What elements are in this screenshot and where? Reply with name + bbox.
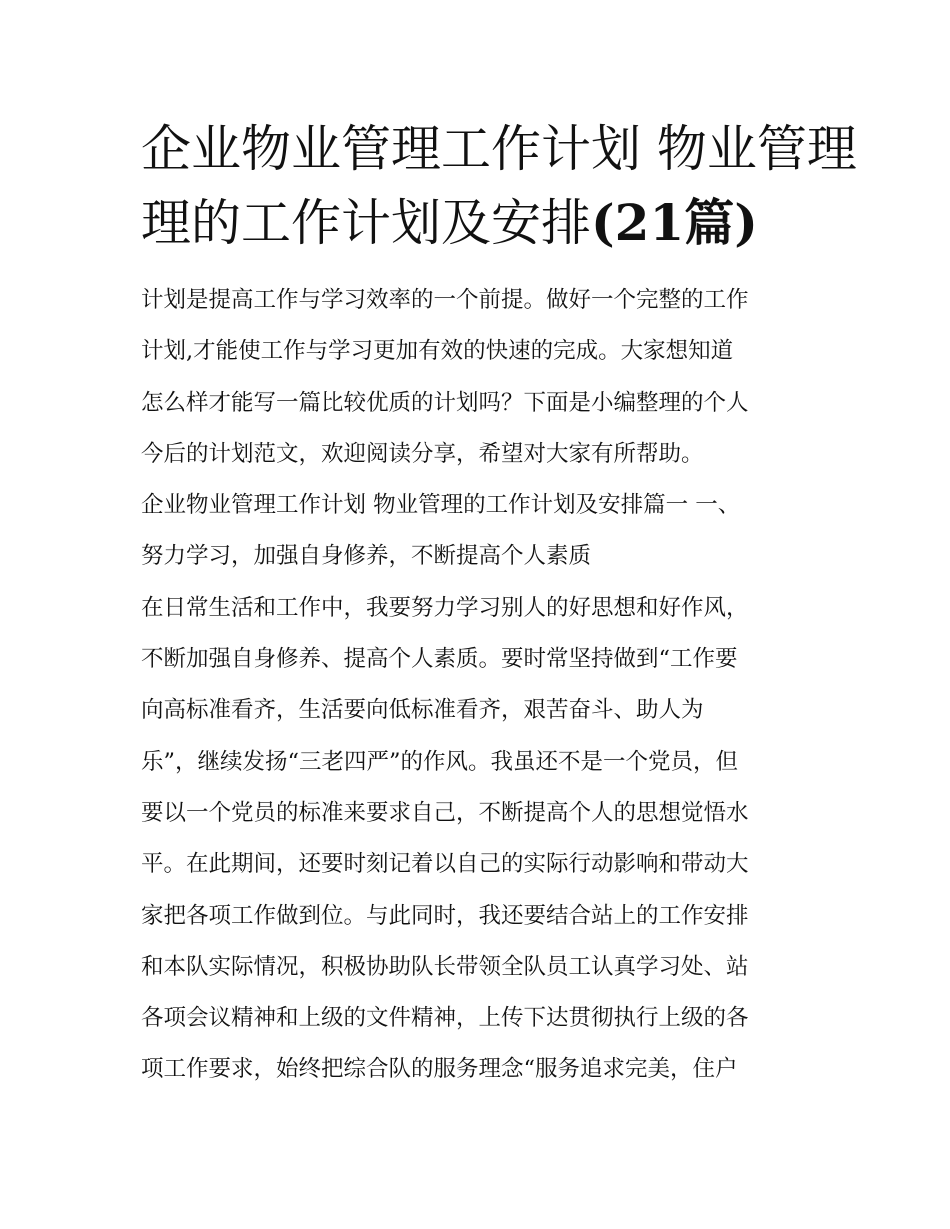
document-body xyxy=(141,278,821,1099)
body-line: 要以一个党员的标准来要求自己，不断提高个人的思想觉悟水 xyxy=(141,799,749,826)
body-line: 乐”，继续发扬“三老四严”的作风。我虽还不是一个党员，但 xyxy=(141,748,739,775)
body-line: 平。在此期间，还要时刻记着以自己的实际行动影响和带动大 xyxy=(141,851,749,878)
body-line: 家把各项工作做到位。与此同时，我还要结合站上的工作安排 xyxy=(141,902,749,929)
title-line-2-main: 理的工作计划及安排 xyxy=(141,194,591,252)
body-line: 在日常生活和工作中，我要努力学习别人的好思想和好作风， xyxy=(141,594,749,621)
title-line-1: 企业物业管理工作计划 物业管理 xyxy=(141,120,857,178)
title-line-2-suffix: (21篇) xyxy=(591,193,758,252)
body-line: 项工作要求，始终把综合队的服务理念“服务追求完美，住户 xyxy=(141,1056,738,1083)
body-line: 不断加强自身修养、提高个人素质。要时常坚持做到“工作要 xyxy=(141,646,738,673)
body-line: 企业物业管理工作计划 物业管理的工作计划及安排篇一 一、 xyxy=(141,492,741,519)
body-line: 怎么样才能写一篇比较优质的计划吗？下面是小编整理的个人 xyxy=(141,389,749,416)
body-line: 和本队实际情况，积极协助队长带领全队员工认真学习处、站 xyxy=(141,953,749,980)
body-line: 努力学习，加强自身修养，不断提高个人素质 xyxy=(141,543,592,570)
body-line: 计划,才能使工作与学习更加有效的快速的完成。大家想知道 xyxy=(141,338,734,365)
document-title xyxy=(141,112,857,260)
body-line: 向高标准看齐，生活要向低标准看齐，艰苦奋斗、助人为 xyxy=(141,697,704,724)
title-line-2 xyxy=(141,186,821,260)
body-line: 计划是提高工作与学习效率的一个前提。做好一个完整的工作 xyxy=(141,287,749,313)
body-line: 各项会议精神和上级的文件精神，上传下达贯彻执行上级的各 xyxy=(141,1005,749,1032)
body-line: 今后的计划范文，欢迎阅读分享，希望对大家有所帮助。 xyxy=(141,440,704,467)
